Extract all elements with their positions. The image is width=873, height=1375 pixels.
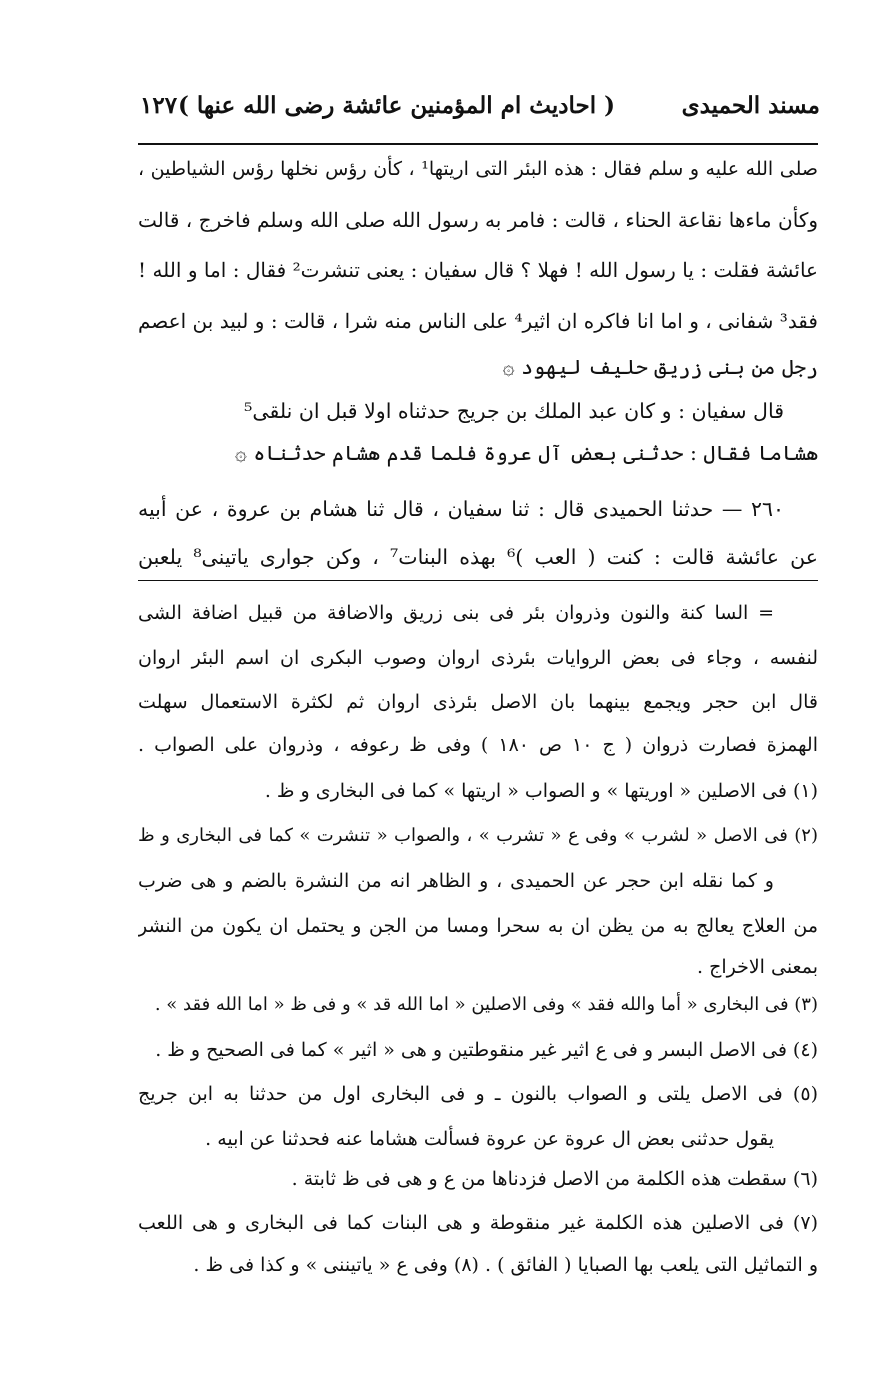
footnote-rule [138, 580, 818, 581]
text-line: فقد³ شفانى ، و اما انا فاكره ان اثير⁴ على الناس منه شرا ، قالت : و لبيد بن اعصم [138, 309, 818, 333]
footnote-line: = السا كنة والنون وذروان بئر فى بنى زريق والاضافة من قبيل اضافة الشى [138, 602, 774, 624]
running-header [140, 86, 820, 132]
section-title: ( احاديث ام المؤمنين عائشة رضى الله عنها ) [178, 92, 615, 119]
text-line: عائشة فقلت : يا رسول الله ! فهلا ؟ قال سفيان : يعنى تنشرت² فقال : اما و الله ! [138, 258, 818, 282]
footnote-line: (٤) فى الاصل البسر و فى ع اثير غير منقوطتين و هى « اثير » كما فى الصحيح و ظ . [155, 1039, 818, 1061]
footnote-line: (١) فى الاصلين « اوريتها » و الصواب « اريتها » كما فى البخارى و ظ . [264, 780, 818, 802]
footnote-line: قال ابن حجر ويجمع بينهما بان الاصل بئرذى اروان ثم لكثرة الاستعمال سهلت [138, 691, 818, 713]
text-line: صلى الله عليه و سلم فقال : هذه البئر التى اريتها¹ ، كأن رؤس نخلها رؤس الشياطين ، [138, 158, 818, 180]
text-line: رجل من بنى زريق حليف ليهود ۞ [502, 355, 818, 379]
hadith-number-line: ٢٦٠ — حدثنا الحميدى قال : ثنا سفيان ، قال ثنا هشام بن عروة ، عن أبيه [138, 497, 784, 521]
footnote-line: (٣) فى البخارى « أما والله فقد » وفى الاصلين « اما الله قد » و فى ظ « اما الله فقد » . [154, 994, 818, 1015]
book-name: مسند الحميدى [681, 92, 820, 119]
footnote-line: و كما نقله ابن حجر عن الحميدى ، و الظاهر انه من النشرة بالضم و هى ضرب [138, 870, 774, 892]
text-line: عن عائشة قالت : كنت ( العب )⁶ بهذه البنات⁷ ، وكن جوارى ياتينى⁸ يلعبن [138, 545, 818, 569]
text-line: هشاما فقال : حدثنى بعض آل عروة فلما قدم هشام حدثناه ۞ [234, 441, 818, 465]
footnote-line: و التماثيل التى يلعب بها الصبايا ( الفائق ) . (٨) وفى ع « ياتيننى » و كذا فى ظ . [193, 1254, 818, 1276]
footnote-line: الهمزة فصارت ذروان ( ج ١٠ ص ١٨٠ ) وفى ظ رعوفه ، وذروان على الصواب . [138, 734, 818, 756]
text-line: قال سفيان : و كان عبد الملك بن جريج حدثناه اولا قبل ان نلقى⁵ [244, 399, 784, 423]
footnote-line: (٦) سقطت هذه الكلمة من الاصل فزدناها من ع و هى فى ظ ثابتة . [291, 1168, 818, 1190]
footnote-line: من العلاج يعالج به من يظن ان به سحرا ومسا من الجن و يحتمل ان يكون من النشر [138, 915, 818, 937]
footnote-line: (٥) فى الاصل يلتى و الصواب بالنون ـ و فى البخارى اول من حدثنا به ابن جريج [138, 1083, 818, 1105]
footnote-line: يقول حدثنى بعض ال عروة عن عروة فسألت هشاما عنه فحدثنا عن ابيه . [205, 1128, 774, 1150]
footnote-line: لنفسه ، وجاء فى بعض الروايات بئرذى اروان وصوب البكرى ان اسم البئر اروان [138, 647, 818, 669]
footnote-line: (٢) فى الاصل « لشرب » وفى ع « تشرب » ، والصواب « تنشرت » كما فى البخارى و ظ [138, 825, 818, 846]
page-number: ١٢٧ [140, 92, 178, 119]
footnote-line: بمعنى الاخراج . [696, 956, 818, 978]
footnote-line: (٧) فى الاصلين هذه الكلمة غير منقوطة و هى البنات كما فى البخارى و هى اللعب [138, 1212, 818, 1234]
header-rule [138, 143, 818, 145]
text-line: وكأن ماءها نقاعة الحناء ، قالت : فامر به رسول الله صلى الله وسلم فاخرج ، قالت [138, 208, 818, 232]
